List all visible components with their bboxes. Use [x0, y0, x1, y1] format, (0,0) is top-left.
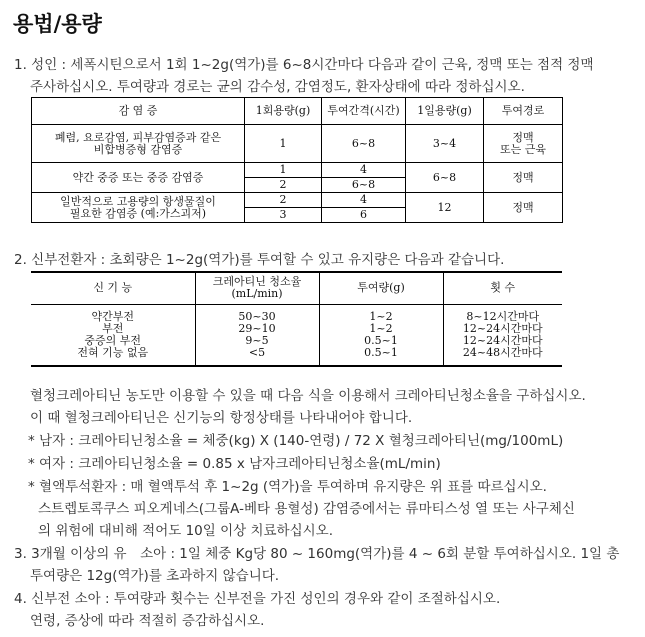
daily-dose-cell: 3~4: [406, 125, 484, 163]
header-cell: 투여경로: [484, 98, 563, 125]
table-row: [32, 163, 563, 178]
header-cell: 1회용량(g): [245, 98, 322, 125]
header-cell: 횟 수: [443, 272, 562, 304]
interval-cell: 6~8: [322, 125, 406, 163]
frequency-cell: 8~12시간마다 12~24시간마다 12~24시간마다 24~48시간마다: [443, 304, 562, 366]
header-cell: 1일용량(g): [406, 98, 484, 125]
section4-line2: 연령, 증상에 따라 적절히 증감하십시오.: [30, 613, 265, 629]
section4-line1: 4. 신부전 소아 : 투여량과 횟수는 신부전을 가진 성인의 경우와 같이 조절하십시오.: [14, 591, 501, 607]
section1-line1: 1. 성인 : 세폭시틴으로서 1회 1~2g(역가)를 6~8시간마다 다음과 같이 근육, 정맥 또는 점적 정맥: [14, 57, 594, 73]
route-cell: 정맥 또는 근육: [484, 125, 563, 163]
section3-line2: 투여량은 12g(역가)를 초과하지 않습니다.: [30, 568, 280, 584]
daily-dose-cell: 6~8: [406, 163, 484, 193]
renal-dosage-table: [31, 271, 562, 367]
note-line: * 여자 : 크레아티닌청소율 = 0.85 x 남자크레아티닌청소율(mL/min): [28, 456, 441, 472]
section1-line2: 주사하십시오. 투여량과 경로는 균의 감수성, 감염정도, 환자상태에 따라 정하십시오.: [30, 79, 525, 95]
table-header-row: [32, 98, 563, 125]
clearance-cell: 50~30 29~10 9~5 <5: [195, 304, 319, 366]
header-cell: 신 기 능: [31, 272, 195, 304]
dose-cell: 3: [245, 208, 322, 223]
interval-cell: 6~8: [322, 178, 406, 193]
infection-cell: 폐렴, 요로감염, 피부감염증과 같은 비합병증형 감염증: [32, 125, 245, 163]
header-cell: 투여간격(시간): [322, 98, 406, 125]
infection-cell: 약간 중증 또는 중증 감염증: [32, 163, 245, 193]
infection-cell: 일반적으로 고용량의 항생물질이 필요한 감염증 (예:가스괴저): [32, 193, 245, 223]
section3-line1: 3. 3개월 이상의 유 소아 : 1일 체중 Kg당 80 ~ 160mg(역가)를 4 ~ 6회 분할 투여하십시오. 1일 총: [14, 546, 620, 562]
note-line: * 혈액투석환자 : 매 혈액투석 후 1~2g (역가)을 투여하며 유지량은 위 표를 따르십시오.: [28, 479, 547, 495]
interval-cell: 6: [322, 208, 406, 223]
header-cell: 감 염 증: [32, 98, 245, 125]
note-line: 의 위험에 대비해 적어도 10일 이상 치료하십시오.: [38, 523, 333, 539]
route-cell: 정맥: [484, 163, 563, 193]
dose-cell: 1: [245, 125, 322, 163]
note-line: 이 때 혈청크레아티닌은 신기능의 항정상태를 나타내어야 합니다.: [30, 410, 413, 426]
table-row: [31, 304, 562, 366]
renal-function-cell: 약간부전 부전 중증의 부전 전혀 기능 없음: [31, 304, 195, 366]
table-row: [32, 193, 563, 208]
interval-cell: 4: [322, 163, 406, 178]
note-line: 스트렙토콕쿠스 피오게네스(그룹A-베타 용혈성) 감염증에서는 류마티스성 열 또는 사구체신: [38, 501, 575, 517]
dose-cell: 2: [245, 178, 322, 193]
note-line: 혈청크레아티닌 농도만 이용할 수 있을 때 다음 식을 이용해서 크레아티닌청소율을 구하십시오.: [30, 388, 586, 404]
daily-dose-cell: 12: [406, 193, 484, 223]
header-cell: 투여량(g): [319, 272, 443, 304]
header-cell: 크레아티닌 청소율 (mL/min): [195, 272, 319, 304]
section2-line1: 2. 신부전환자 : 초회량은 1~2g(역가)를 투여할 수 있고 유지량은 다음과 같습니다.: [14, 252, 505, 268]
table-header-row: [31, 272, 562, 304]
dose-cell: 1~2 1~2 0.5~1 0.5~1: [319, 304, 443, 366]
dose-cell: 2: [245, 193, 322, 208]
table-row: [32, 125, 563, 163]
interval-cell: 4: [322, 193, 406, 208]
adult-dosage-table: [31, 97, 563, 223]
page-title: 용법/용량: [13, 12, 102, 36]
note-line: * 남자 : 크레아티닌청소율 = 체중(kg) X (140-연령) / 72 X 혈청크레아티닌(mg/100mL): [28, 433, 564, 449]
dose-cell: 1: [245, 163, 322, 178]
route-cell: 정맥: [484, 193, 563, 223]
